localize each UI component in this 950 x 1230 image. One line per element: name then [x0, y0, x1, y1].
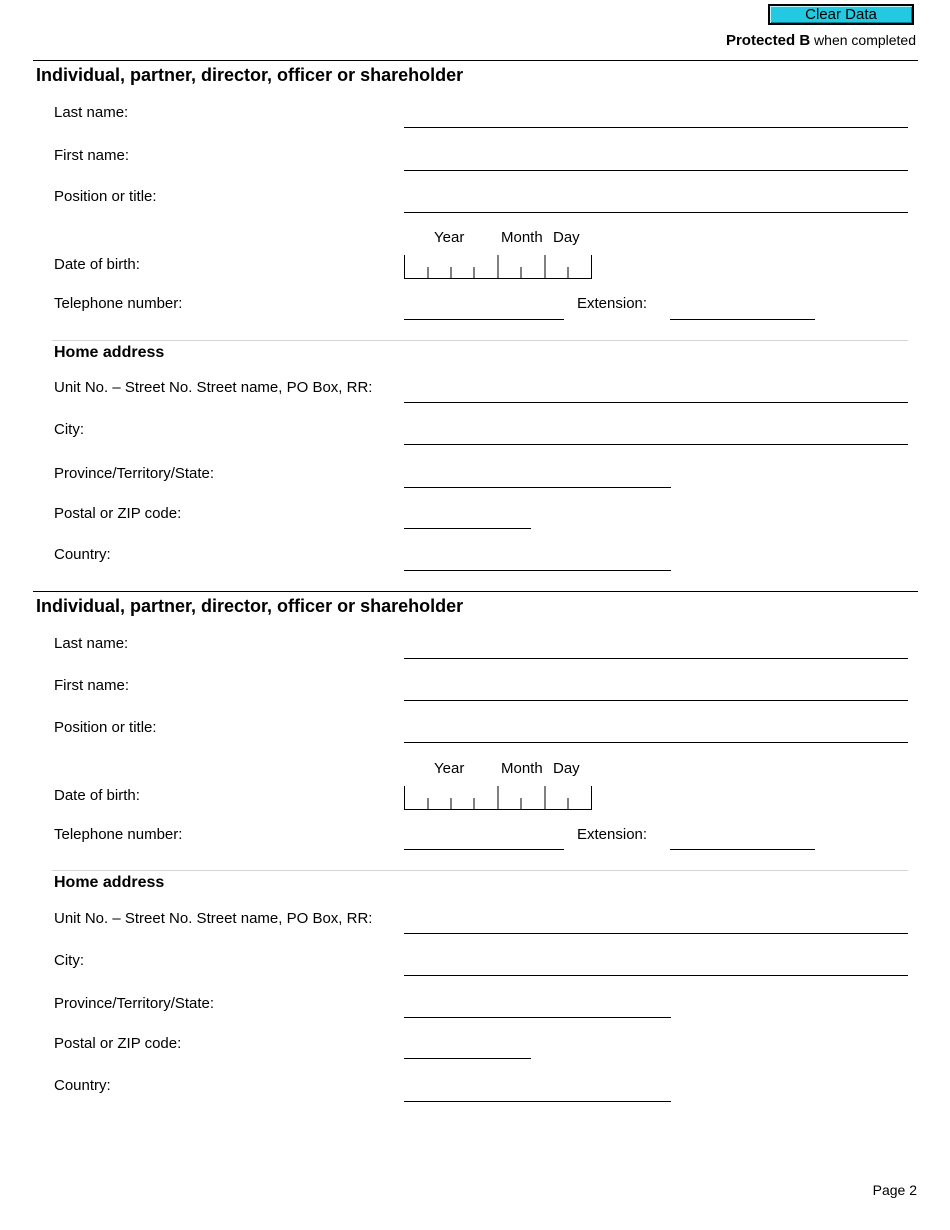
last-name-label: Last name: — [54, 635, 129, 652]
position-label: Position or title: — [54, 719, 157, 736]
extension-field[interactable] — [670, 849, 815, 850]
telephone-label: Telephone number: — [54, 826, 183, 843]
province-field[interactable] — [404, 1017, 671, 1018]
last-name-label: Last name: — [54, 104, 129, 121]
postal-code-label: Postal or ZIP code: — [54, 505, 182, 522]
dob-field[interactable] — [404, 786, 592, 810]
country-label: Country: — [54, 546, 111, 563]
last-name-field[interactable] — [404, 127, 908, 128]
street-label: Unit No. – Street No. Street name, PO Box, RR: — [54, 910, 373, 927]
month-label: Month — [501, 760, 543, 777]
year-label: Year — [434, 760, 465, 777]
protected-b-suffix: when completed — [810, 32, 916, 48]
section-title: Individual, partner, director, officer or shareholder — [36, 65, 464, 85]
home-address-divider — [52, 340, 908, 341]
position-field[interactable] — [404, 742, 908, 743]
home-address-title: Home address — [54, 344, 165, 361]
province-label: Province/Territory/State: — [54, 465, 215, 482]
section-title: Individual, partner, director, officer or shareholder — [36, 596, 464, 616]
street-field[interactable] — [404, 402, 908, 403]
telephone-label: Telephone number: — [54, 295, 183, 312]
home-address-divider — [52, 870, 908, 871]
postal-code-label: Postal or ZIP code: — [54, 1035, 182, 1052]
province-field[interactable] — [404, 487, 671, 488]
day-label: Day — [553, 760, 580, 777]
section-divider — [33, 591, 918, 592]
country-field[interactable] — [404, 1101, 671, 1102]
day-label: Day — [553, 229, 580, 246]
extension-label: Extension: — [577, 295, 648, 312]
month-label: Month — [501, 229, 543, 246]
page-number: Page 2 — [872, 1182, 917, 1198]
telephone-field[interactable] — [404, 319, 564, 320]
position-label: Position or title: — [54, 188, 157, 205]
country-field[interactable] — [404, 570, 671, 571]
province-label: Province/Territory/State: — [54, 995, 215, 1012]
dob-label: Date of birth: — [54, 787, 140, 804]
home-address-title: Home address — [54, 874, 165, 891]
year-label: Year — [434, 229, 465, 246]
street-field[interactable] — [404, 933, 908, 934]
country-label: Country: — [54, 1077, 111, 1094]
city-label: City: — [54, 421, 84, 438]
first-name-field[interactable] — [404, 700, 908, 701]
dob-field[interactable] — [404, 255, 592, 279]
city-field[interactable] — [404, 444, 908, 445]
last-name-field[interactable] — [404, 658, 908, 659]
first-name-label: First name: — [54, 677, 130, 694]
first-name-field[interactable] — [404, 170, 908, 171]
extension-label: Extension: — [577, 826, 648, 843]
telephone-field[interactable] — [404, 849, 564, 850]
clear-data-button[interactable]: Clear Data — [768, 4, 914, 25]
extension-field[interactable] — [670, 319, 815, 320]
protected-b-label: Protected B — [725, 32, 811, 49]
city-field[interactable] — [404, 975, 908, 976]
dob-label: Date of birth: — [54, 256, 140, 273]
postal-code-field[interactable] — [404, 1058, 531, 1059]
protected-b-notice — [726, 32, 916, 49]
section-divider — [33, 60, 918, 61]
position-field[interactable] — [404, 212, 908, 213]
postal-code-field[interactable] — [404, 528, 531, 529]
street-label: Unit No. – Street No. Street name, PO Box, RR: — [54, 379, 373, 396]
first-name-label: First name: — [54, 147, 130, 164]
city-label: City: — [54, 952, 84, 969]
